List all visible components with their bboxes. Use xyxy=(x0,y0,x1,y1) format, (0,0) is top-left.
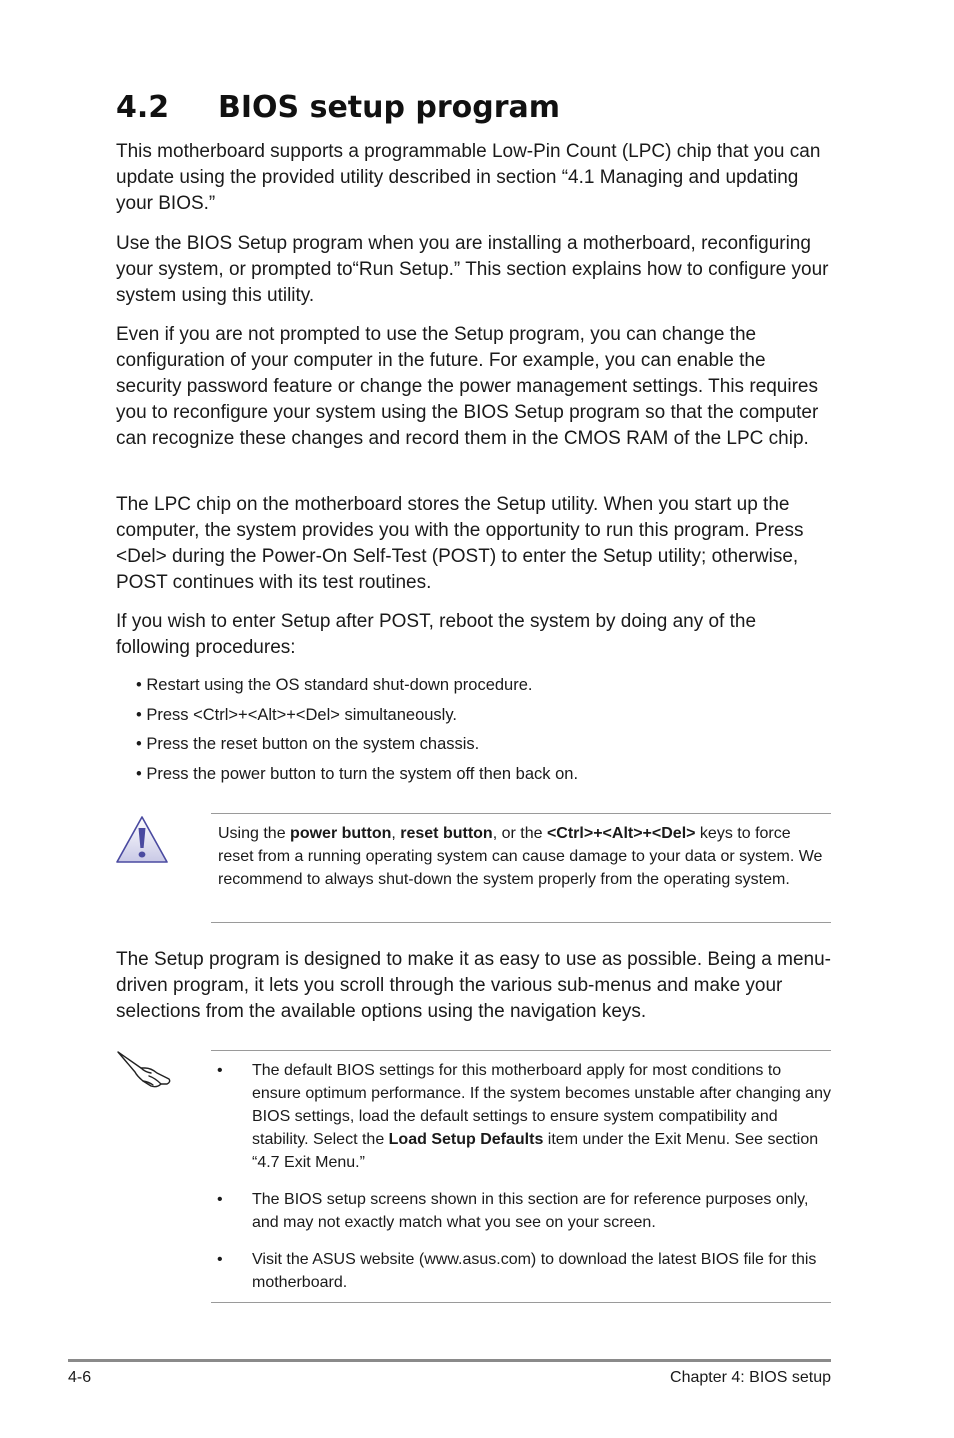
lpc-chip-paragraph: The LPC chip on the motherboard stores the Setup utility. When you start up the computer, the system provides you with the opportunity to run this program. Press <Del> during the Power-On Self-Test (POST) to enter the Setup utility; otherwise, POST continues with its test routines. xyxy=(116,494,804,593)
section-number: 4.2 xyxy=(116,90,170,125)
note-item-reference-screens: The BIOS setup screens shown in this section are for reference purposes only, and may not exactly match what you see on your screen. xyxy=(252,1191,809,1231)
warning-bottom-rule xyxy=(211,922,831,923)
usage-paragraph: Use the BIOS Setup program when you are installing a motherboard, reconfiguring your system, or prompted to“Run Setup.” This section explains how to configure your system using this utility. xyxy=(116,233,829,306)
procedure-item: • Press <Ctrl>+<Alt>+<Del> simultaneously. xyxy=(136,706,457,724)
note-top-rule xyxy=(211,1050,831,1051)
warning-top-rule xyxy=(211,813,831,814)
warning-triangle-icon xyxy=(115,815,169,865)
reboot-paragraph: If you wish to enter Setup after POST, reboot the system by doing any of the following procedures: xyxy=(116,611,757,658)
reset-button-term: reset button xyxy=(400,825,493,842)
warning-text: Using the power button, reset button, or the <Ctrl>+<Alt>+<Del> keys to force reset from a running operating system can cause damage to your data or system. We recommend to always shut-down the system properly from the operating system. xyxy=(218,825,823,888)
footer-rule xyxy=(68,1359,831,1362)
note-item-default-settings: The default BIOS settings for this motherboard apply for most conditions to ensure optimum performance. If the system becomes unstable after changing any BIOS settings, load the default settings to ensure system compatibility and stability. Select the Load Setup Defaults item under the Exit Menu. See section “4.7 Exit Menu.” xyxy=(252,1062,831,1171)
note-bullet: • xyxy=(217,1062,223,1079)
setup-paragraph: The Setup program is designed to make it as easy to use as possible. Being a menu-driven program, it lets you scroll through the various sub-menus and make your selections from the available options using the navigation keys. xyxy=(116,949,832,1022)
section-heading xyxy=(116,88,560,128)
procedure-item: • Press the reset button on the system chassis. xyxy=(136,735,480,753)
section-title: BIOS setup program xyxy=(218,90,561,125)
page-number: 4-6 xyxy=(68,1369,92,1386)
note-bullet: • xyxy=(217,1251,223,1268)
load-setup-defaults-term: Load Setup Defaults xyxy=(388,1131,544,1148)
note-bottom-rule xyxy=(211,1302,831,1303)
procedure-item: • Press the power button to turn the system off then back on. xyxy=(136,765,579,783)
note-item-asus-website: Visit the ASUS website (www.asus.com) to download the latest BIOS file for this motherboard. xyxy=(252,1251,817,1291)
intro-paragraph: This motherboard supports a programmable Low-Pin Count (LPC) chip that you can update using the provided utility described in section “4.1 Managing and updating your BIOS.” xyxy=(116,141,821,214)
note-bullet: • xyxy=(217,1191,223,1208)
configuration-paragraph: Even if you are not prompted to use the Setup program, you can change the configuration of your computer in the future. For example, you can enable the security password feature or change the power management settings. This requires you to reconfigure your system using the BIOS Setup program so that the computer can recognize these changes and record them in the CMOS RAM of the LPC chip. xyxy=(116,324,819,449)
note-hand-icon xyxy=(115,1046,173,1090)
procedure-item: • Restart using the OS standard shut-down procedure. xyxy=(136,676,533,694)
key-combination-term: <Ctrl>+<Alt>+<Del> xyxy=(546,825,696,842)
power-button-term: power button xyxy=(290,825,392,842)
chapter-title: Chapter 4: BIOS setup xyxy=(670,1369,831,1386)
